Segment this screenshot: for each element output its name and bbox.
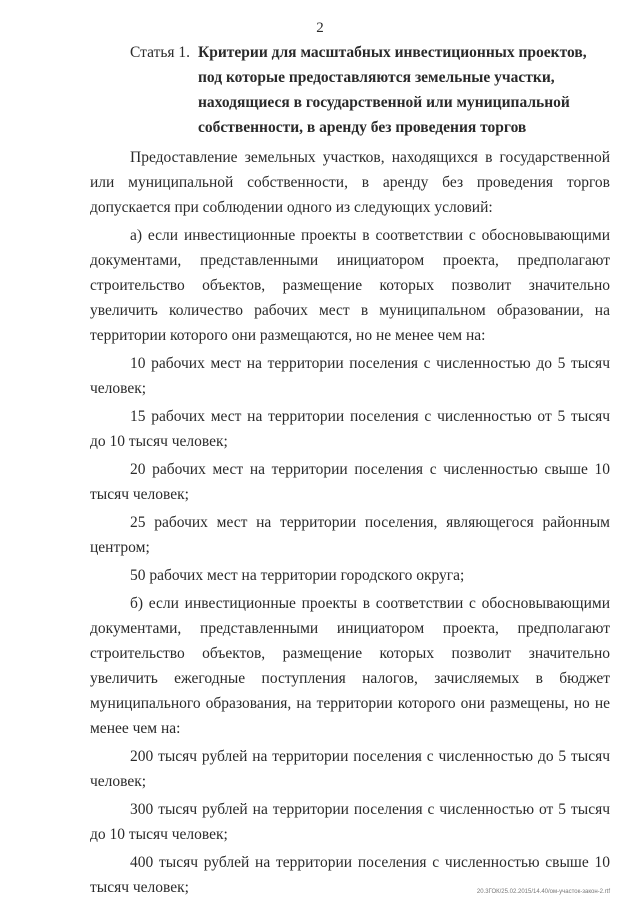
jobs-item-20: 20 рабочих мест на территории поселения с численностью свыше 10 тысяч человек; [90,461,610,503]
taxes-item-400: 400 тысяч рублей на территории поселения с численностью свыше 10 тысяч человек; [90,854,610,896]
condition-a-paragraph: а) если инвестиционные проекты в соответствии с обосновывающими документами, представленными инициатором проекта, предполагают строительство объектов, размещение которых позволит значительно увеличить количество рабочих мест в муниципальном образовании, на территории которого они размещаются, но не менее чем на: [90,227,610,344]
document-body [90,145,610,903]
condition-b-paragraph: б) если инвестиционные проекты в соответствии с обосновывающими документами, представленными инициатором проекта, предполагают строительство объектов, размещение которых позволит значительно увеличить ежегодные поступления налогов, зачисляемых в бюджет муниципального образования, на территории которого они размещены, но не менее чем на: [90,595,610,737]
jobs-item-50: 50 рабочих мест на территории городского округа; [130,567,465,584]
intro-paragraph: Предоставление земельных участков, находящихся в государственной или муниципальной собственности, в аренду без проведения торгов допускается при соблюдении одного из следующих условий: [90,149,610,216]
jobs-item-25: 25 рабочих мест на территории поселения, являющегося районным центром; [90,514,610,556]
footer-file-path: 20.3ГОК/25.02.2015/14.40/ом-участок-закон-2.rtf [476,889,610,895]
jobs-item-15: 15 рабочих мест на территории поселения с численностью от 5 тысяч до 10 тысяч человек; [90,408,610,450]
taxes-item-200: 200 тысяч рублей на территории поселения с численностью до 5 тысяч человек; [90,748,610,790]
jobs-item-10: 10 рабочих мест на территории поселения с численностью до 5 тысяч человек; [90,355,610,397]
taxes-item-300: 300 тысяч рублей на территории поселения с численностью от 5 тысяч до 10 тысяч человек; [90,801,610,843]
article-title: Критерии для масштабных инвестиционных проектов, под которые предоставляются земельные участки, находящиеся в государственной или муниципальной собственности, в аренду без проведения торгов [198,44,587,136]
article-label: Статья 1. [130,44,191,61]
page-number: 2 [316,20,324,36]
